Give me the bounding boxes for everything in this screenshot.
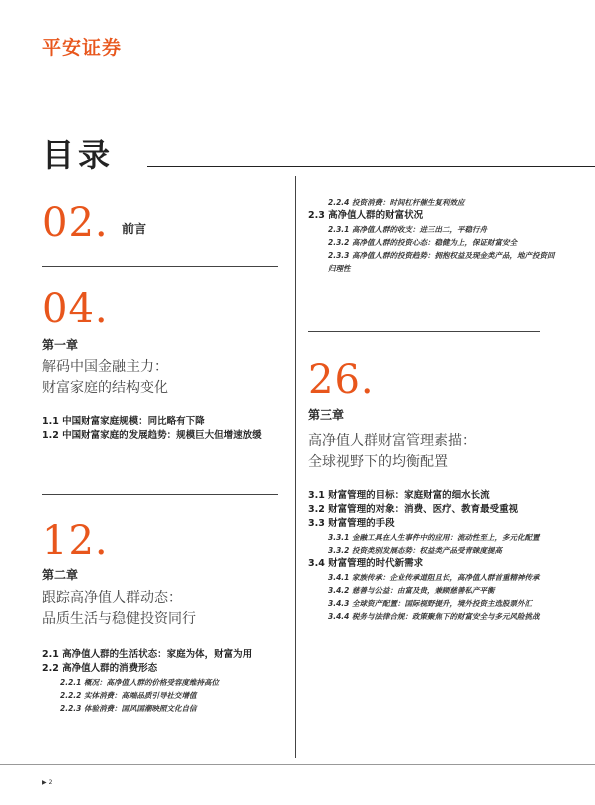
toc-item-2-3-3[interactable]: 2.3.3 高净值人群的投资趋势：拥抱权益及现金类产品，地产投资回归理性 bbox=[328, 251, 555, 273]
ch1-title bbox=[42, 357, 168, 399]
toc-item-2-2-3[interactable]: 2.2.3 体验消费：国风国潮映照文化自信 bbox=[60, 704, 197, 713]
brand-logo: 平安证券 bbox=[42, 37, 123, 59]
preface-page-number: 02. bbox=[42, 200, 109, 246]
ch2-label: 第二章 bbox=[42, 568, 79, 582]
section-divider bbox=[308, 331, 540, 332]
footer-rule bbox=[0, 764, 595, 765]
toc-item-2-2-1[interactable]: 2.2.1 概况：高净值人群的价格受容度维持高位 bbox=[60, 678, 219, 687]
toc-item-3-4-4[interactable]: 3.4.4 税务与法律合规：政策聚焦下的财富安全与多元风险挑战 bbox=[328, 612, 540, 621]
column-divider bbox=[295, 176, 296, 758]
page-number: 2 bbox=[48, 779, 53, 786]
ch1-label: 第一章 bbox=[42, 338, 79, 352]
ch2-title-line2: 品质生活与稳健投资同行 bbox=[42, 611, 196, 627]
toc-item-3-2[interactable]: 3.2 财富管理的对象：消费、医疗、教育最受重视 bbox=[308, 504, 519, 515]
ch3-items bbox=[308, 489, 558, 623]
triangle-right-icon: ▶ bbox=[42, 779, 47, 786]
toc-item-2-2-4[interactable]: 2.2.4 投资消费：时间杠杆催生复利效应 bbox=[328, 198, 465, 207]
toc-item-3-3-2[interactable]: 3.3.2 投资类别发展态势：权益类产品受青睐度提高 bbox=[328, 546, 502, 555]
ch3-page-number: 26. bbox=[308, 357, 375, 403]
section-divider bbox=[42, 494, 278, 495]
toc-item-2-3-2[interactable]: 2.3.2 高净值人群的投资心态：稳健为上，保证财富安全 bbox=[328, 238, 517, 247]
ch2-title bbox=[42, 588, 196, 630]
toc-item-3-4-1[interactable]: 3.4.1 家族传承：企业传承道阻且长，高净值人群首重精神传承 bbox=[328, 573, 540, 582]
ch1-items bbox=[42, 415, 280, 443]
ch2-title-line1: 跟踪高净值人群动态： bbox=[42, 590, 182, 606]
section-divider bbox=[42, 266, 278, 267]
toc-item-3-1[interactable]: 3.1 财富管理的目标：家庭财富的细水长流 bbox=[308, 490, 490, 501]
ch3-label: 第三章 bbox=[308, 408, 345, 422]
toc-item-2-2[interactable]: 2.2 高净值人群的消费形态 bbox=[42, 663, 158, 674]
toc-item-2-1[interactable]: 2.1 高净值人群的生活状态：家庭为体，财富为用 bbox=[42, 649, 253, 660]
ch2-items bbox=[42, 648, 280, 715]
title-rule bbox=[147, 166, 595, 167]
toc-item-3-4[interactable]: 3.4 财富管理的时代新需求 bbox=[308, 558, 424, 569]
toc-item-3-3-1[interactable]: 3.3.1 金融工具在人生事件中的应用：流动性至上，多元化配置 bbox=[328, 533, 540, 542]
ch3-title-line2: 全球视野下的均衡配置 bbox=[308, 454, 448, 470]
toc-item-2-3-1[interactable]: 2.3.1 高净值人群的收支：进三出二，平稳行舟 bbox=[328, 225, 487, 234]
ch1-title-line1: 解码中国金融主力： bbox=[42, 359, 168, 375]
toc-item-3-4-2[interactable]: 3.4.2 慈善与公益：由富及贵，兼顾慈善私产平衡 bbox=[328, 586, 495, 595]
toc-item-1-1[interactable]: 1.1 中国财富家庭规模：同比略有下降 bbox=[42, 416, 205, 427]
toc-item-3-3[interactable]: 3.3 财富管理的手段 bbox=[308, 518, 395, 529]
ch3-title bbox=[308, 431, 476, 473]
ch1-title-line2: 财富家庭的结构变化 bbox=[42, 380, 168, 396]
toc-item-3-4-3[interactable]: 3.4.3 全球资产配置：国际视野提升，境外投资主选股票外汇 bbox=[328, 599, 532, 608]
right-top-items bbox=[308, 196, 558, 275]
preface-link[interactable]: 前言 bbox=[122, 222, 147, 236]
page-title: 目录 bbox=[42, 136, 115, 174]
footer bbox=[42, 779, 52, 786]
toc-item-2-2-2[interactable]: 2.2.2 实体消费：高端品质引导社交增值 bbox=[60, 691, 197, 700]
ch3-title-line1: 高净值人群财富管理素描： bbox=[308, 433, 476, 449]
ch2-page-number: 12. bbox=[42, 518, 109, 564]
toc-item-2-3[interactable]: 2.3 高净值人群的财富状况 bbox=[308, 210, 424, 221]
ch1-page-number: 04. bbox=[42, 286, 109, 332]
toc-item-1-2[interactable]: 1.2 中国财富家庭的发展趋势：规模巨大但增速放缓 bbox=[42, 430, 262, 441]
